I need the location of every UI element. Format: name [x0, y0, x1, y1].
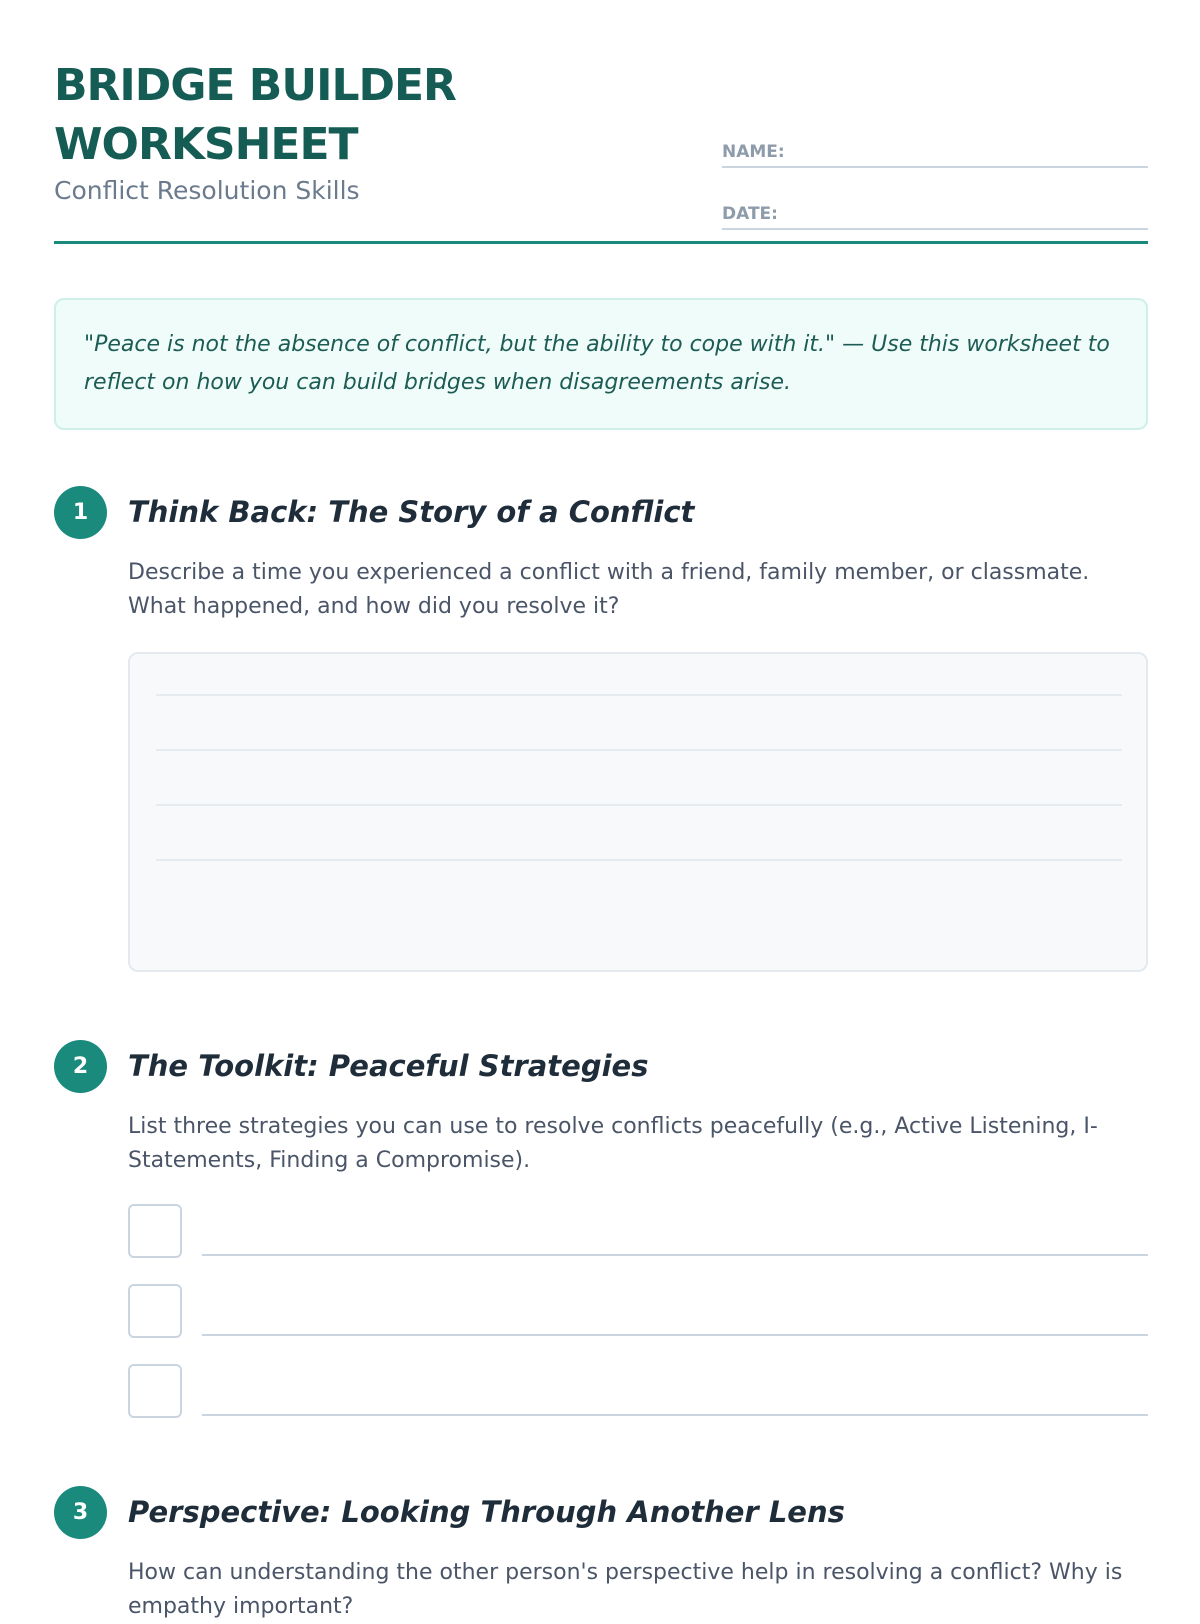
worksheet-header [54, 52, 1148, 244]
section-number: 1 [54, 486, 107, 539]
answer-area[interactable] [128, 652, 1148, 972]
section-description: How can understanding the other person's perspective help in resolving a conflict? Why is empathy important? [128, 1560, 1123, 1619]
section-number: 2 [54, 1040, 107, 1093]
strategy-item-3 [128, 1364, 1148, 1418]
strategy-checkbox[interactable] [128, 1364, 182, 1418]
strategy-line[interactable] [202, 1334, 1148, 1336]
date-field [722, 194, 1148, 230]
strategy-checkbox[interactable] [128, 1284, 182, 1338]
name-field [722, 132, 1148, 168]
section-title: Think Back: The Story of a Conflict [128, 495, 695, 529]
title-line-1: BRIDGE BUILDER [54, 60, 456, 111]
section-title: The Toolkit: Peaceful Strategies [128, 1049, 649, 1083]
writing-line [156, 694, 1122, 696]
date-input[interactable] [792, 198, 1146, 228]
page-subtitle: Conflict Resolution Skills [54, 176, 360, 205]
writing-line [156, 804, 1122, 806]
date-label: DATE: [722, 204, 778, 224]
section-description: Describe a time you experienced a conflict with a friend, family member, or classmate. What happened, and how did you resolve it? [128, 560, 1090, 619]
section-2 [54, 1040, 1148, 1420]
section-title: Perspective: Looking Through Another Lens [128, 1495, 845, 1529]
section-description: List three strategies you can use to resolve conflicts peacefully (e.g., Active Listening, I-Statements, Finding a Compromise). [128, 1114, 1098, 1173]
section-1 [54, 486, 1148, 976]
strategy-item-2 [128, 1284, 1148, 1338]
name-input[interactable] [792, 136, 1146, 166]
section-number: 3 [54, 1486, 107, 1539]
strategy-line[interactable] [202, 1414, 1148, 1416]
strategy-checkbox[interactable] [128, 1204, 182, 1258]
intro-quote: "Peace is not the absence of conflict, but the ability to cope with it." — Use this worksheet to reflect on how you can build bridges when disagreements arise. [54, 298, 1148, 430]
page-title [54, 56, 456, 174]
section-3 [54, 1486, 1148, 1619]
writing-line [156, 749, 1122, 751]
name-label: NAME: [722, 142, 785, 162]
writing-line [156, 859, 1122, 861]
strategy-line[interactable] [202, 1254, 1148, 1256]
title-line-2: WORKSHEET [54, 119, 358, 170]
strategy-item-1 [128, 1204, 1148, 1258]
